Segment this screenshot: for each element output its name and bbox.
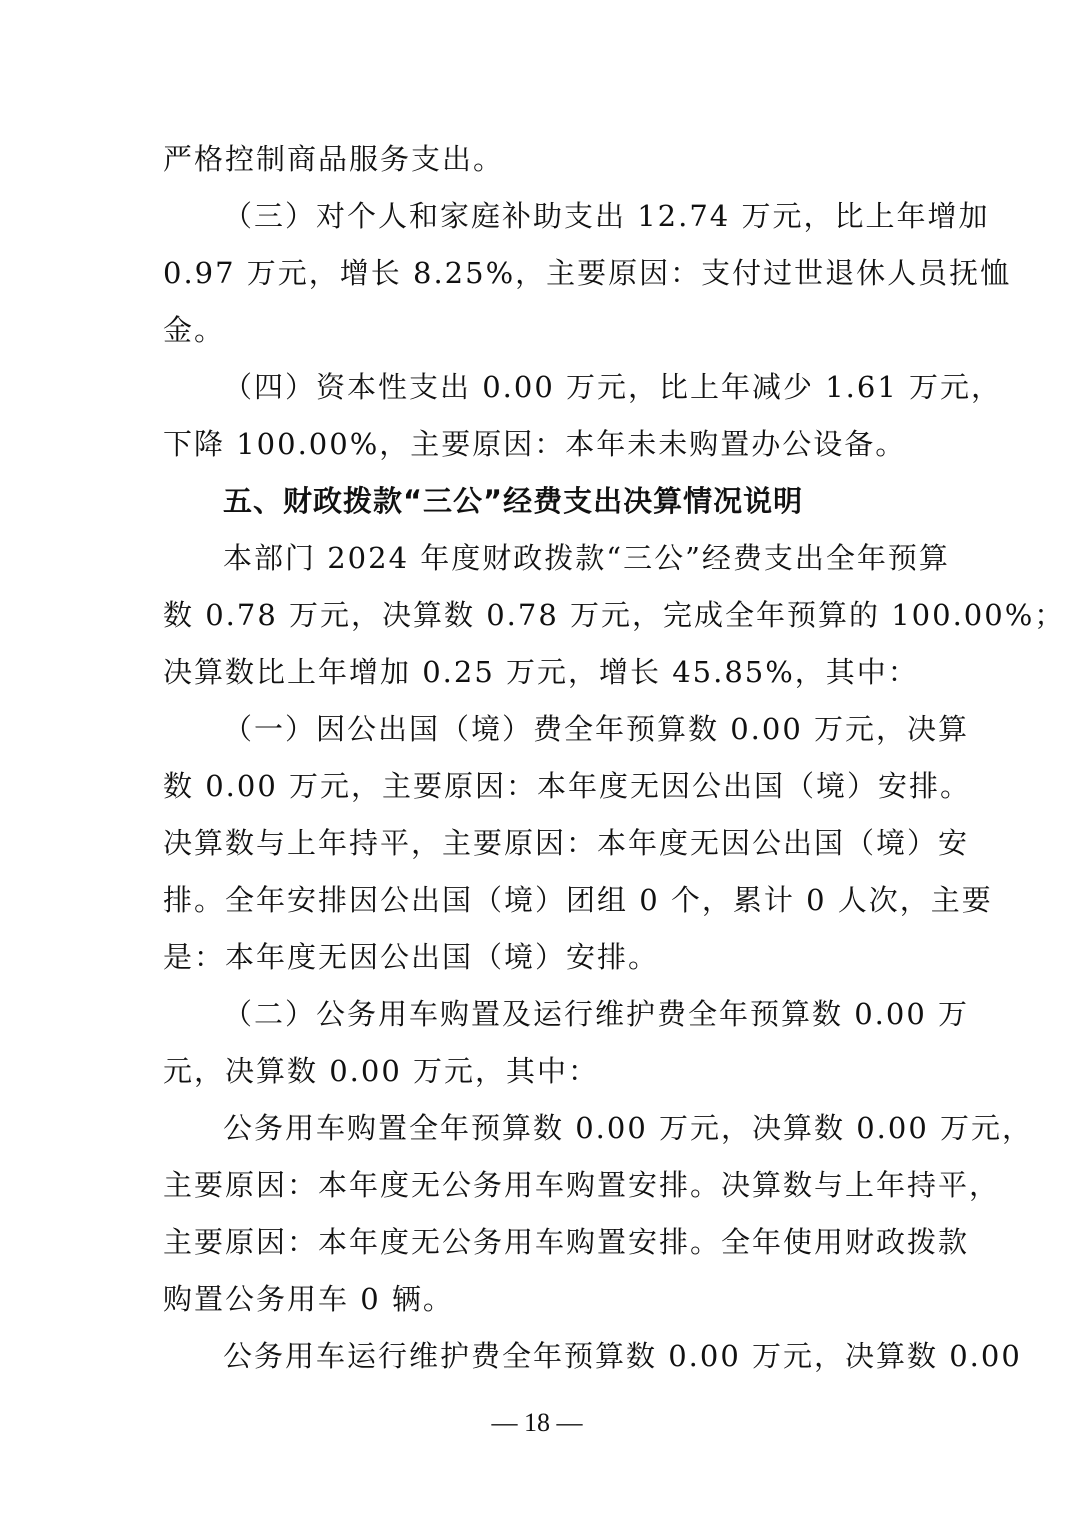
text-line: 数 0.78 万元，决算数 0.78 万元，完成全年预算的 100.00%；	[163, 598, 1066, 632]
text-line: 公务用车购置全年预算数 0.00 万元，决算数 0.00 万元，	[223, 1111, 1034, 1145]
text-line: 主要原因：本年度无公务用车购置安排。决算数与上年持平，	[163, 1168, 1001, 1202]
text-line: 数 0.00 万元，主要原因：本年度无因公出国（境）安排。	[163, 769, 972, 803]
page-number: — 18 —	[491, 1408, 583, 1437]
text-line: 决算数与上年持平，主要原因：本年度无因公出国（境）安	[163, 826, 970, 860]
text-line: （二）公务用车购置及运行维护费全年预算数 0.00 万	[223, 997, 970, 1031]
text-line: （三）对个人和家庭补助支出 12.74 万元，比上年增加	[223, 199, 990, 233]
text-line: 是：本年度无因公出国（境）安排。	[163, 940, 660, 974]
text-line: 本部门 2024 年度财政拨款“三公”经费支出全年预算	[223, 541, 950, 575]
text-line: （一）因公出国（境）费全年预算数 0.00 万元，决算	[223, 712, 970, 746]
body-text	[163, 131, 1066, 1385]
text-line: 决算数比上年增加 0.25 万元，增长 45.85%，其中：	[163, 655, 919, 689]
text-line: 严格控制商品服务支出。	[163, 142, 505, 176]
text-line: 下降 100.00%，主要原因：本年未未购置办公设备。	[163, 427, 907, 461]
text-line: 金。	[163, 313, 226, 347]
text-line: 公务用车运行维护费全年预算数 0.00 万元，决算数 0.00	[223, 1339, 1022, 1373]
section-heading: 五、财政拨款“三公”经费支出决算情况说明	[223, 484, 804, 518]
text-line: 排。全年安排因公出国（境）团组 0 个，累计 0 人次，主要	[163, 883, 993, 917]
text-line: 主要原因：本年度无公务用车购置安排。全年使用财政拨款	[163, 1225, 970, 1259]
text-line: （四）资本性支出 0.00 万元，比上年减少 1.61 万元，	[223, 370, 1003, 404]
text-line: 0.97 万元，增长 8.25%，主要原因：支付过世退休人员抚恤	[163, 256, 1012, 290]
text-line: 购置公务用车 0 辆。	[163, 1282, 454, 1316]
text-line: 元，决算数 0.00 万元，其中：	[163, 1054, 600, 1088]
